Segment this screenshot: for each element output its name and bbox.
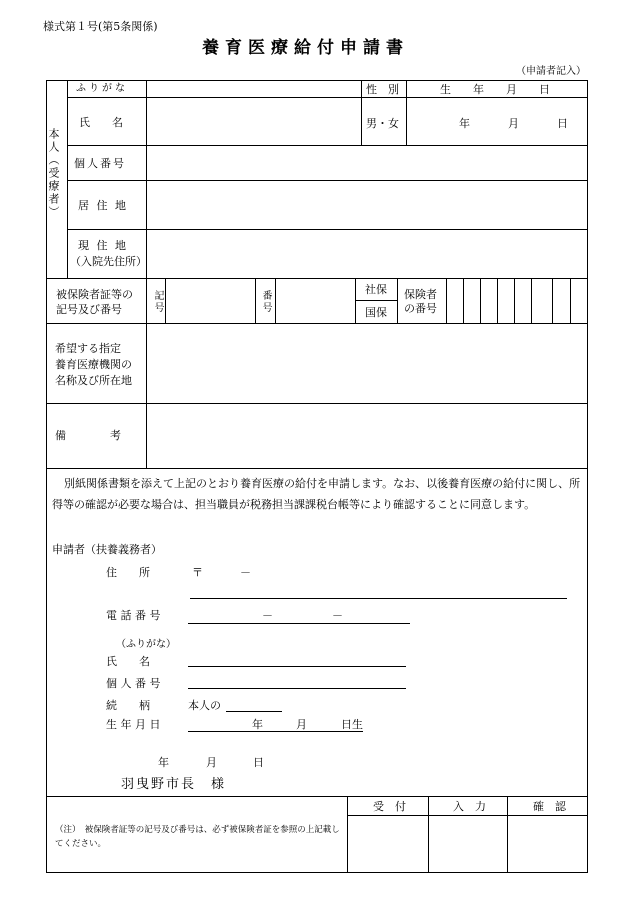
divider <box>46 468 588 469</box>
phone-dash-2: － <box>332 609 343 622</box>
relation-prefix: 本人の <box>188 699 221 712</box>
divider <box>255 278 256 323</box>
divider <box>165 278 166 323</box>
insurer-label-1: 保険者 <box>404 288 437 301</box>
hospital-label-1: 希望する指定 <box>55 342 121 355</box>
divider <box>406 80 407 145</box>
date-month: 月 <box>206 756 217 769</box>
furigana-label: ふりがな <box>76 83 128 94</box>
bango-label: 番号 <box>260 290 271 314</box>
divider <box>397 278 398 323</box>
divider <box>67 97 588 98</box>
entered-label: 入 力 <box>453 800 486 813</box>
applicant-mynumber-label: 個 人 番 号 <box>106 677 161 690</box>
divider <box>507 796 508 873</box>
phone-dash-1: － <box>262 609 273 622</box>
name-underline <box>188 666 406 667</box>
divider <box>570 278 571 323</box>
birth-label: 生 年 月 日 <box>440 83 550 96</box>
birth-day: 日 <box>557 117 568 130</box>
divider <box>514 278 515 323</box>
statement-text: 別紙関係書類を添えて上記のとおり養育医療の給付を申請します。なお、以後養育医療の給付に関し、所得等の確認が必要な場合は、担当職員が税務担当課課税台帳等により確認することに同意します。 <box>52 477 581 511</box>
divider <box>347 815 588 816</box>
applicant-name-label: 氏 名 <box>106 655 150 668</box>
current-address-label: 現 住 地 <box>78 239 128 252</box>
insurance-label-1: 被保険者証等の <box>56 288 133 301</box>
current-address-sub: （入院先住所） <box>70 255 147 268</box>
applicant-address-label: 住 所 <box>106 566 150 579</box>
insurer-label-2: の番号 <box>404 302 437 315</box>
divider <box>355 300 397 301</box>
date-day: 日 <box>253 756 264 769</box>
relation-label: 続 柄 <box>106 699 150 712</box>
shaho-label: 社保 <box>365 283 387 296</box>
divider <box>428 796 429 873</box>
kigo-label: 記号 <box>152 290 163 314</box>
remarks-label: 備 考 <box>55 429 121 442</box>
divider <box>361 80 362 145</box>
addressee: 羽曳野市長 様 <box>121 777 227 792</box>
gender-value: 男・女 <box>366 117 399 130</box>
address-underline <box>190 598 567 599</box>
phone-underline <box>188 623 410 624</box>
divider <box>552 278 553 323</box>
divider <box>146 80 147 468</box>
footer-note: （注） 被保険者証等の記号及び番号は、必ず被保険者証を参照の上記載してください。 <box>55 825 340 849</box>
hospital-label-2: 養育医療機関の <box>55 358 132 371</box>
divider <box>446 278 447 323</box>
divider <box>347 796 348 873</box>
name-label: 氏 名 <box>79 116 123 129</box>
divider <box>497 278 498 323</box>
divider <box>531 278 532 323</box>
birth-year: 年 <box>459 117 470 130</box>
date-year: 年 <box>158 756 169 769</box>
birth-month: 月 <box>508 117 519 130</box>
divider <box>480 278 481 323</box>
applicant-birth-day: 日生 <box>341 718 363 731</box>
patient-section-label: 本人（受療者） <box>47 128 60 219</box>
postal-mark: 〒 <box>192 566 203 579</box>
applicant-heading: 申請者（扶養義務者） <box>52 543 162 556</box>
form-title: 養育医療給付申請書 <box>202 38 409 58</box>
insurance-label-2: 記号及び番号 <box>56 303 122 316</box>
applicant-furigana-label: （ふりがな） <box>116 639 176 650</box>
phone-label: 電 話 番 号 <box>106 609 161 622</box>
divider <box>67 229 588 230</box>
relation-underline <box>226 711 282 712</box>
divider <box>67 80 68 278</box>
postal-dash: － <box>240 566 251 579</box>
mynumber-underline <box>188 688 406 689</box>
divider <box>67 145 588 146</box>
divider <box>463 278 464 323</box>
applicant-fill-note: （申請者記入） <box>516 66 586 77</box>
divider <box>46 403 588 404</box>
gender-label: 性 別 <box>366 83 399 96</box>
kokuho-label: 国保 <box>365 306 387 319</box>
hospital-label-3: 名称及び所在地 <box>55 374 132 387</box>
form-number: 様式第１号(第5条関係) <box>43 20 158 33</box>
divider <box>275 278 276 323</box>
mynumber-label: 個人番号 <box>74 157 126 170</box>
address-label: 居 住 地 <box>78 199 128 212</box>
applicant-birth-label: 生 年 月 日 <box>106 718 161 731</box>
confirmed-label: 確 認 <box>533 800 566 813</box>
applicant-birth-year: 年 <box>252 718 263 731</box>
divider <box>46 278 588 279</box>
birth-underline <box>188 731 363 732</box>
received-label: 受 付 <box>373 800 406 813</box>
divider <box>46 323 588 324</box>
applicant-birth-month: 月 <box>296 718 307 731</box>
divider <box>67 180 588 181</box>
